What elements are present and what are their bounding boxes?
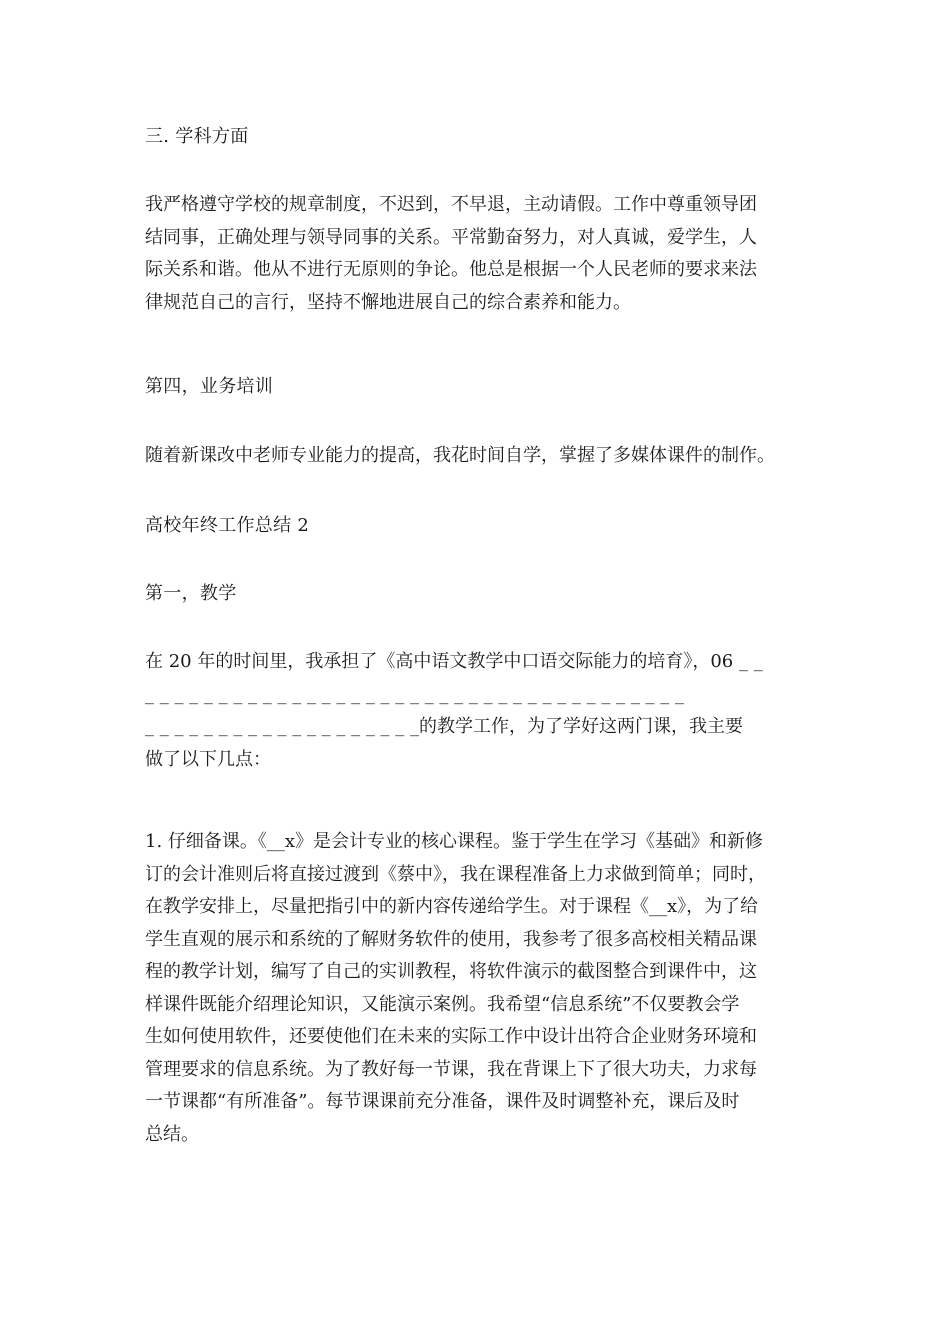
text-line: 在教学安排上，尽量把指引中的新内容传递给学生。对于课程《__x》，为了给	[145, 896, 759, 917]
text-line: 律规范自己的言行，坚持不懈地进展自己的综合素养和能力。	[145, 291, 631, 313]
text-line: 在 20 年的时间里，我承担了《高中语文教学中口语交际能力的培育》，06 _ _	[145, 651, 763, 672]
paragraph-training	[145, 440, 807, 473]
text-line: 高校年终工作总结 2	[145, 515, 310, 536]
paragraph-lesson-prep	[145, 826, 807, 1151]
section-heading-training	[145, 371, 807, 404]
text-line: 随着新课改中老师专业能力的提高，我花时间自学，掌握了多媒体课件的制作。	[145, 445, 775, 466]
section-heading-discipline	[145, 121, 807, 154]
section-heading-teaching	[145, 578, 807, 611]
text-line: 管理要求的信息系统。为了教好每一节课，我在背课上下了很大功夫，力求每	[145, 1058, 757, 1080]
text-line: 做了以下几点：	[145, 748, 271, 770]
paragraph-discipline	[145, 189, 807, 319]
text-line: 生如何使用软件，还要使他们在未来的实际工作中设计出符合企业财务环境和	[145, 1026, 757, 1047]
text-line: 总结。	[145, 1123, 199, 1145]
text-line: 程的教学计划，编写了自己的实训教程，将软件演示的截图整合到课件中，这	[145, 961, 757, 982]
text-line: 结同事，正确处理与领导同事的关系。平常勤奋努力，对人真诚，爱学生，人	[145, 226, 757, 248]
text-line: 第四，业务培训	[145, 376, 274, 397]
text-line: 样课件既能介绍理论知识，又能演示案例。我希望“信息系统”不仅要教会学	[145, 993, 740, 1015]
text-line: 第一，教学	[145, 583, 237, 604]
text-line: 我严格遵守学校的规章制度，不迟到，不早退，主动请假。工作中尊重领导团	[145, 194, 757, 215]
text-line: 一节课都“有所准备”。每节课课前充分准备，课件及时调整补充，课后及时	[145, 1091, 740, 1112]
text-line: 订的会计准则后将直接过渡到《蔡中》，我在课程准备上力求做到简单；同时，	[145, 863, 766, 885]
document-subtitle	[145, 510, 807, 543]
text-line: 三. 学科方面	[145, 126, 249, 147]
text-line: 学生直观的展示和系统的了解财务软件的使用，我参考了很多高校相关精品课	[145, 928, 757, 950]
text-line: 1. 仔细备课。《__x》是会计专业的核心课程。鉴于学生在学习《基础》和新修	[145, 831, 764, 852]
paragraph-teaching-intro	[145, 646, 807, 776]
text-line: _ _ _ _ _ _ _ _ _ _ _ _ _ _ _ _ _ _ _的教学工作，为了学好这两门课，我主要	[145, 716, 743, 737]
text-line: _ _ _ _ _ _ _ _ _ _ _ _ _ _ _ _ _ _ _ _ _ _ _ _ _ _ _ _ _ _ _ _ _ _ _ _ _	[145, 683, 684, 705]
text-line: 际关系和谐。他从不进行无原则的争论。他总是根据一个人民老师的要求来法	[145, 259, 757, 280]
